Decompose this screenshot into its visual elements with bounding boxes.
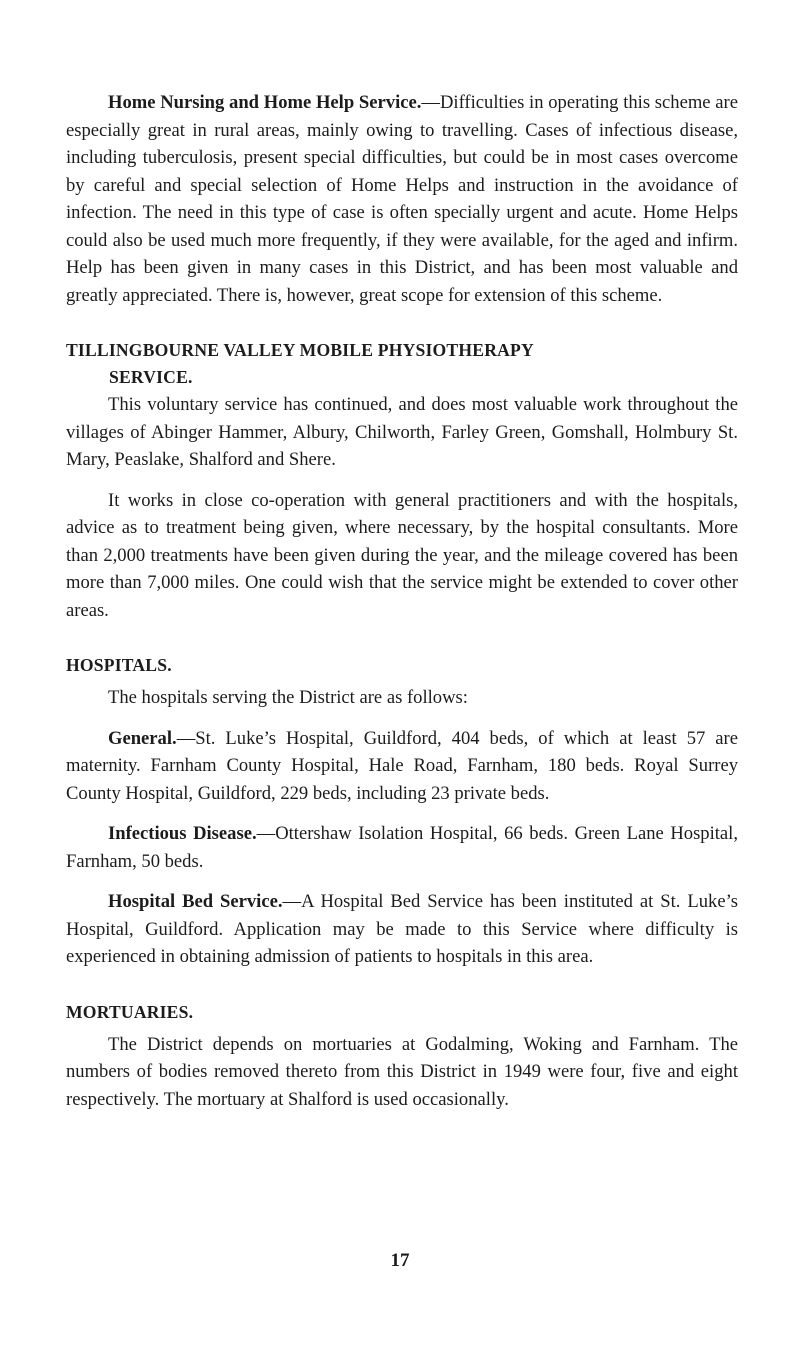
general-hospitals-paragraph bbox=[66, 725, 738, 808]
physiotherapy-paragraph-1: This voluntary service has continued, and does most valuable work throughout the villages of Abinger Hammer, Albury, Chilworth, Farley Green, Gomshall, Holmbury St. Mary, Peaslake, Shalford and Shere. bbox=[66, 394, 738, 470]
general-text: —St. Luke’s Hospital, Guildford, 404 beds, of which at least 57 are maternity. Farnham County Hospital, Hale Road, Farnham, 180 beds. Royal Surrey County Hospital, Guildford, 229 beds, including 23 private beds. bbox=[66, 727, 738, 804]
physiotherapy-heading-line2: SERVICE. bbox=[109, 367, 193, 387]
general-label: General. bbox=[108, 727, 177, 749]
bed-service-label: Hospital Bed Service. bbox=[108, 891, 283, 912]
mortuaries-heading: MORTUARIES. bbox=[66, 1001, 194, 1022]
physiotherapy-paragraph-2: It works in close co-operation with general practitioners and with the hospitals, advice as to treatment being given, where necessary, by the hospital consultants. More than 2,000 treatments have been given during the year, and the mileage covered has been more than 7,000 miles. One could wish that the service might be extended to cover other areas. bbox=[66, 489, 738, 621]
infectious-label: Infectious Disease. bbox=[108, 823, 257, 844]
hospitals-heading: HOSPITALS. bbox=[66, 655, 172, 675]
infectious-disease-paragraph bbox=[66, 820, 738, 875]
physiotherapy-heading-line1: TILLINGBOURNE VALLEY MOBILE PHYSIOTHERAPY bbox=[66, 340, 534, 360]
home-nursing-heading: Home Nursing and Home Help Service. bbox=[108, 92, 422, 113]
home-nursing-text: —Difficulties in operating this scheme are especially great in rural areas, mainly owing to travelling. Cases of infectious disease, including tuberculosis, present special difficulties, but could be in most cases overcome by careful and special selection of Home Helps and instruction in the avoidance of infection. The need in this type of case is often specially urgent and acute. Home Helps could also be used much more frequently, if they were available, for the aged and infirm. Help has been given in many cases in this District, and has been most valuable and greatly appreciated. There is, however, great scope for extension of this scheme. bbox=[66, 92, 738, 306]
home-nursing-paragraph bbox=[66, 89, 738, 309]
mortuaries-paragraph: The District depends on mortuaries at Godalming, Woking and Farnham. The numbers of bodies removed thereto from this District in 1949 were four, five and eight respectively. The mortuary at Shalford is used occasionally. bbox=[66, 1033, 738, 1110]
hospital-bed-service-paragraph bbox=[66, 888, 738, 971]
bed-service-text: —A Hospital Bed Service has been instituted at St. Luke’s Hospital, Guildford. Application may be made to this Service where difficulty is experienced in obtaining admission of patients to hospitals in this area. bbox=[66, 891, 738, 967]
page-number: 17 bbox=[390, 1250, 410, 1271]
hospitals-intro: The hospitals serving the District are as follows: bbox=[108, 687, 468, 708]
physiotherapy-heading bbox=[66, 337, 738, 391]
infectious-text: —Ottershaw Isolation Hospital, 66 beds. Green Lane Hospital, Farnham, 50 beds. bbox=[66, 823, 738, 872]
